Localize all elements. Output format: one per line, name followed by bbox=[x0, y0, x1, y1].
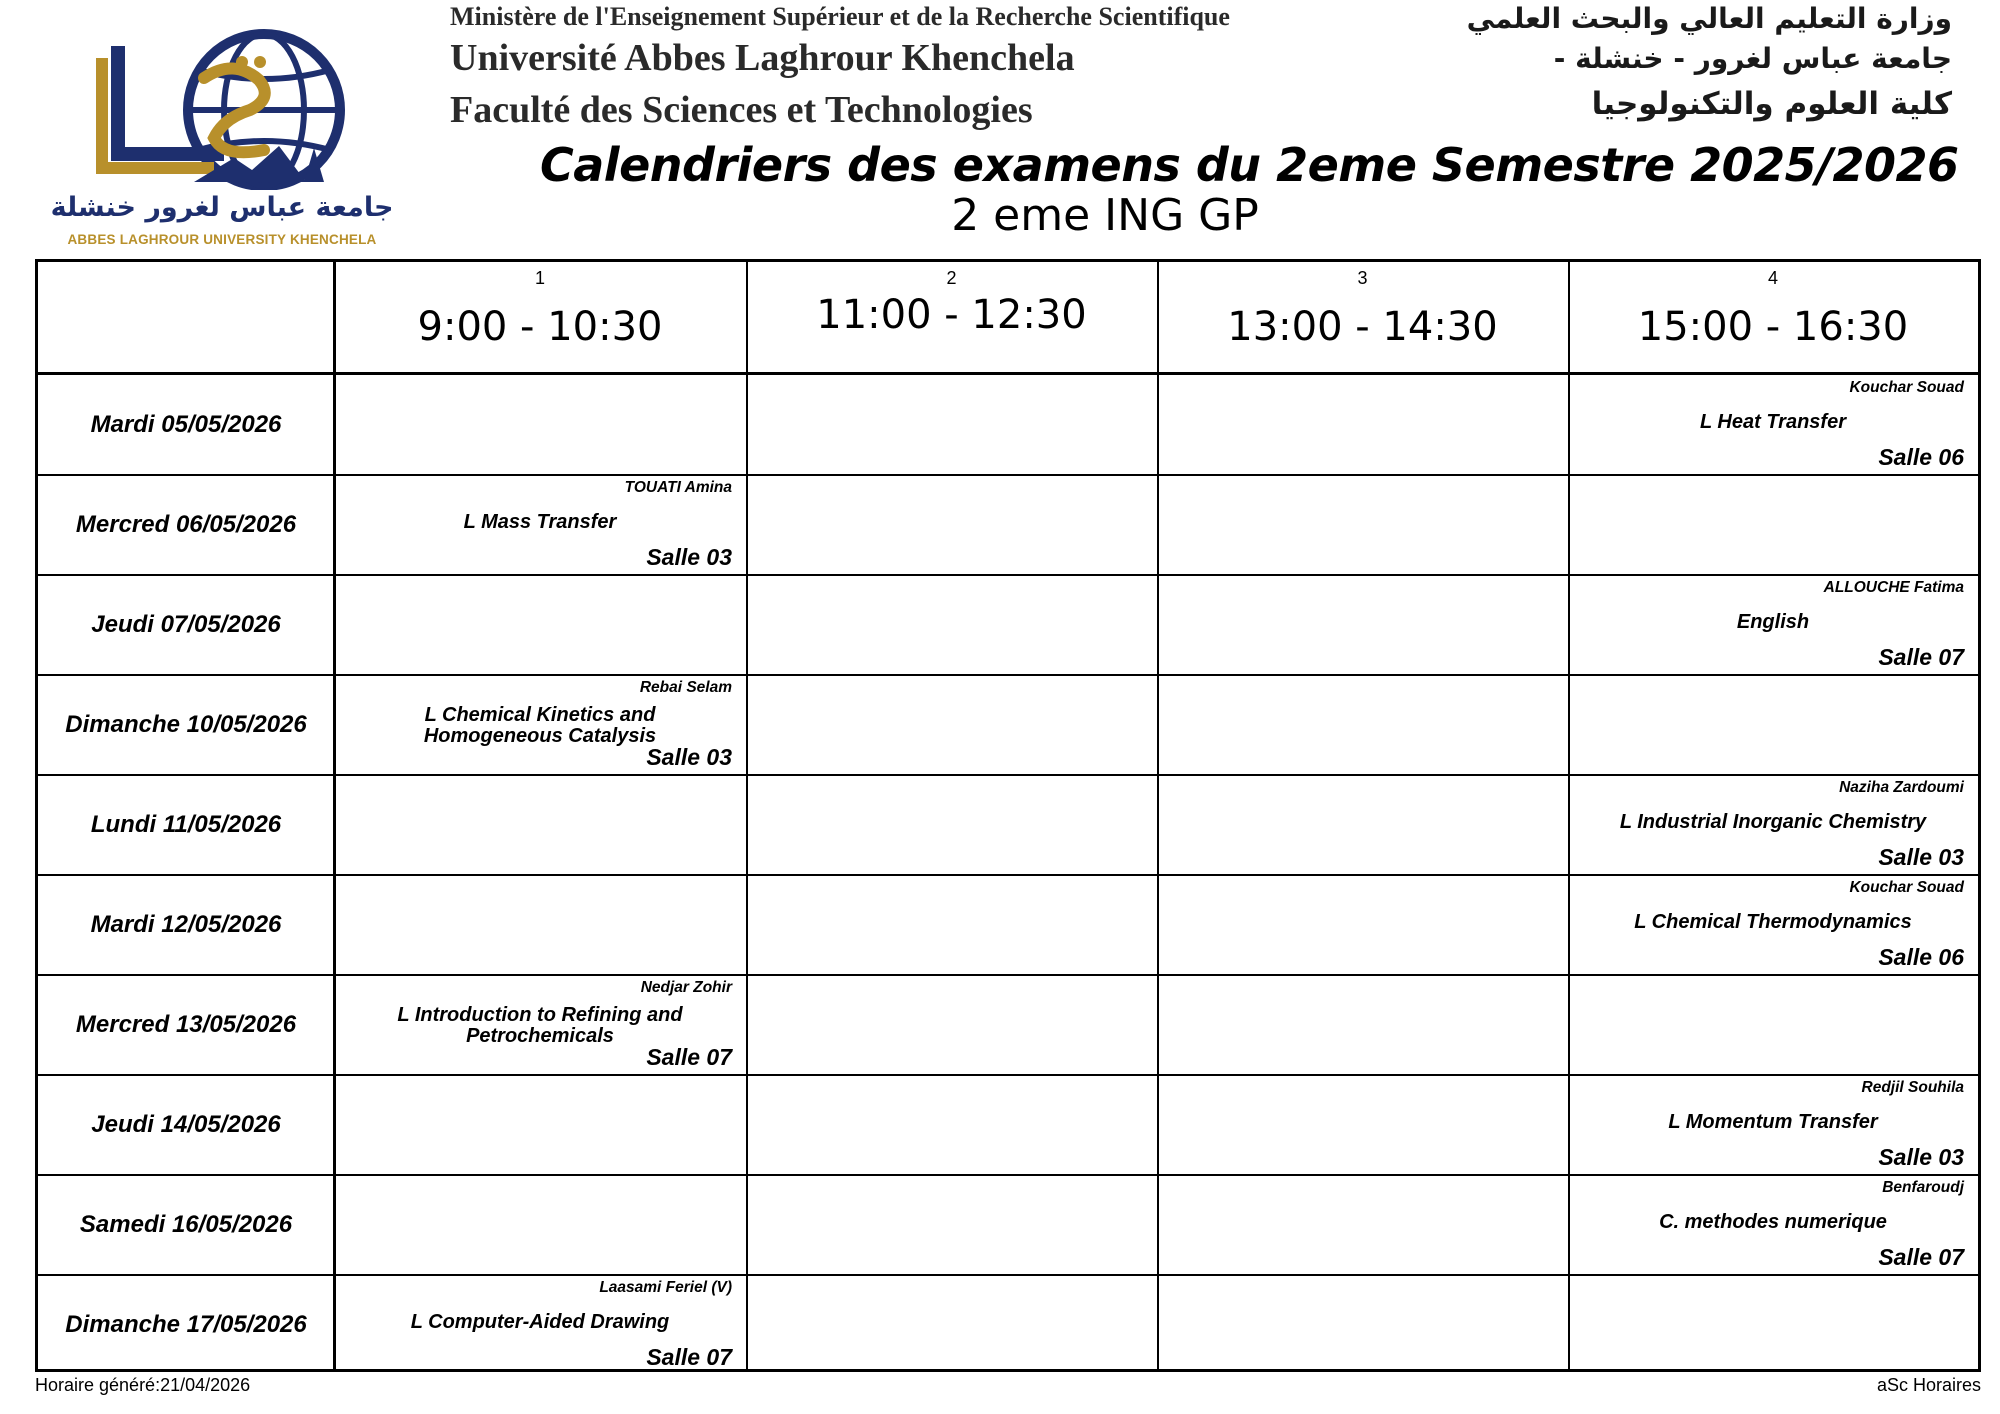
exam-room: Salle 03 bbox=[1878, 844, 1964, 870]
exam-timetable bbox=[35, 259, 1981, 1372]
faculty-fr: Faculté des Sciences et Technologies bbox=[450, 89, 1033, 131]
column-number: 4 bbox=[1767, 268, 1778, 288]
column-number: 1 bbox=[534, 268, 545, 288]
globe-book-logo-icon bbox=[74, 18, 374, 190]
exam-cell bbox=[334, 475, 746, 575]
exam-subject: L Heat Transfer bbox=[1700, 411, 1846, 433]
ministry-fr: Ministère de l'Enseignement Supérieur et de la Recherche Scientifique bbox=[450, 2, 1230, 31]
exam-teacher: ALLOUCHE Fatima bbox=[1823, 579, 1964, 596]
exam-cell bbox=[334, 1275, 746, 1375]
exam-subject: English bbox=[1736, 611, 1810, 633]
day-label: Mercred 13/05/2026 bbox=[75, 1011, 297, 1038]
column-time: 15:00 - 16:30 bbox=[1637, 304, 1909, 350]
university-logo bbox=[44, 18, 400, 250]
university-ar: جامعة عباس لغرور - خنشلة - bbox=[1553, 42, 1952, 75]
day-label: Lundi 11/05/2026 bbox=[90, 811, 282, 838]
exam-room: Salle 07 bbox=[1878, 1244, 1964, 1270]
exam-subject: L Computer-Aided Drawing bbox=[410, 1311, 670, 1333]
day-label: Mardi 05/05/2026 bbox=[90, 411, 282, 438]
exam-cell bbox=[334, 675, 746, 775]
column-header-1 bbox=[334, 262, 746, 372]
exam-subject: L Industrial Inorganic Chemistry bbox=[1619, 811, 1927, 833]
exam-cell bbox=[1568, 375, 1978, 475]
exam-teacher: TOUATI Amina bbox=[624, 479, 732, 496]
software-credit: aSc Horaires bbox=[1876, 1375, 1981, 1395]
exam-subject-line: Homogeneous Catalysis bbox=[423, 725, 657, 747]
exam-teacher: Kouchar Souad bbox=[1849, 379, 1964, 396]
grid-column-line bbox=[746, 262, 748, 1369]
exam-teacher: Redjil Souhila bbox=[1861, 1079, 1964, 1096]
day-label: Jeudi 14/05/2026 bbox=[91, 1111, 281, 1138]
exam-teacher: Kouchar Souad bbox=[1849, 879, 1964, 896]
exam-subject bbox=[334, 1005, 746, 1047]
exam-subject-line: L Introduction to Refining and bbox=[397, 1004, 683, 1026]
ministry-ar: وزارة التعليم العالي والبحث العلمي bbox=[1466, 2, 1952, 35]
column-time: 13:00 - 14:30 bbox=[1227, 304, 1498, 350]
exam-room: Salle 03 bbox=[1878, 1144, 1964, 1170]
exam-subject: L Mass Transfer bbox=[463, 511, 617, 533]
column-header-4 bbox=[1568, 262, 1978, 372]
exam-subject: L Chemical Thermodynamics bbox=[1634, 911, 1912, 933]
grid-column-line bbox=[1157, 262, 1159, 1369]
column-time: 11:00 - 12:30 bbox=[816, 292, 1087, 338]
column-number: 3 bbox=[1357, 268, 1368, 288]
exam-cell bbox=[1568, 575, 1978, 675]
university-fr: Université Abbes Laghrour Khenchela bbox=[450, 37, 1075, 79]
exam-room: Salle 07 bbox=[1878, 644, 1964, 670]
day-label: Dimanche 17/05/2026 bbox=[65, 1311, 307, 1338]
exam-subject-line: L Chemical Kinetics and bbox=[424, 704, 656, 726]
exam-subject-line: Petrochemicals bbox=[466, 1025, 614, 1047]
exam-teacher: Nedjar Zohir bbox=[640, 979, 732, 996]
day-label: Samedi 16/05/2026 bbox=[79, 1211, 293, 1238]
logo-english-name: ABBES LAGHROUR UNIVERSITY KHENCHELA bbox=[67, 232, 377, 247]
exam-cell bbox=[1568, 1175, 1978, 1275]
exam-subject: L Momentum Transfer bbox=[1668, 1111, 1878, 1133]
exam-cell bbox=[1568, 775, 1978, 875]
exam-room: Salle 06 bbox=[1878, 944, 1964, 970]
day-label: Mardi 12/05/2026 bbox=[90, 911, 282, 938]
exam-teacher: Rebai Selam bbox=[639, 679, 732, 696]
column-header-3 bbox=[1157, 262, 1568, 372]
column-header-2 bbox=[746, 262, 1157, 372]
column-time: 9:00 - 10:30 bbox=[417, 304, 663, 350]
exam-subject bbox=[334, 705, 746, 747]
exam-cell bbox=[1568, 875, 1978, 975]
day-label: Mercred 06/05/2026 bbox=[75, 511, 297, 538]
logo-arabic-name: جامعة عباس لغرور خنشلة bbox=[50, 192, 394, 223]
page-subtitle: 2 eme ING GP bbox=[951, 190, 1259, 241]
exam-teacher: Benfaroudj bbox=[1882, 1179, 1964, 1196]
exam-room: Salle 07 bbox=[646, 1044, 732, 1070]
faculty-ar: كلية العلوم والتكنولوجيا bbox=[1591, 86, 1952, 122]
day-label: Jeudi 07/05/2026 bbox=[91, 611, 281, 638]
exam-room: Salle 07 bbox=[646, 1344, 732, 1370]
exam-cell bbox=[334, 975, 746, 1075]
day-label: Dimanche 10/05/2026 bbox=[65, 711, 307, 738]
exam-room: Salle 03 bbox=[646, 744, 732, 770]
exam-teacher: Naziha Zardoumi bbox=[1839, 779, 1964, 796]
page-title: Calendriers des examens du 2eme Semestre 2025/2026 bbox=[540, 138, 1959, 192]
exam-teacher: Laasami Feriel (V) bbox=[599, 1279, 732, 1296]
generated-date: Horaire généré:21/04/2026 bbox=[35, 1375, 251, 1395]
column-number: 2 bbox=[946, 268, 957, 288]
exam-room: Salle 06 bbox=[1878, 444, 1964, 470]
exam-room: Salle 03 bbox=[646, 544, 732, 570]
exam-cell bbox=[1568, 1075, 1978, 1175]
exam-subject: C. methodes numerique bbox=[1659, 1211, 1887, 1233]
